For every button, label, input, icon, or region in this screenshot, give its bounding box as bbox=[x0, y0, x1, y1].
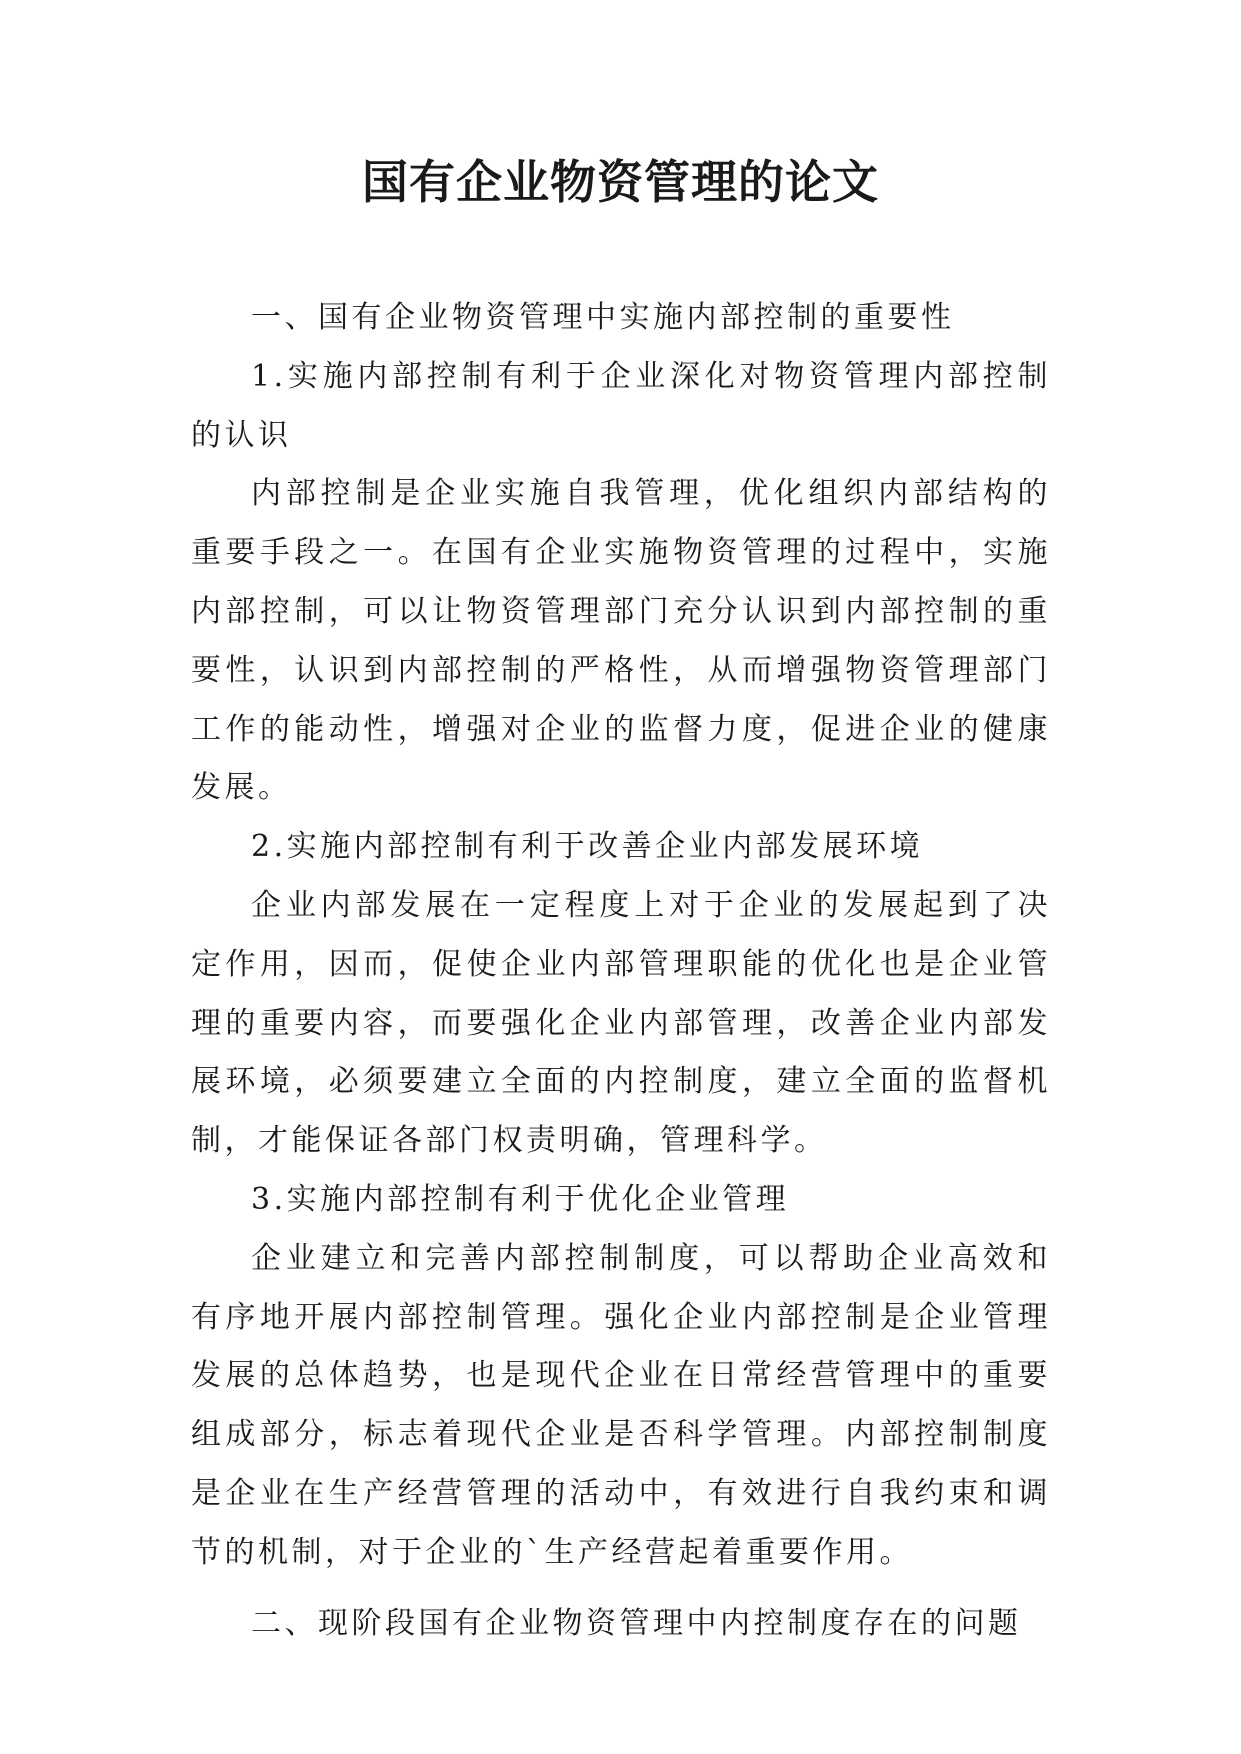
body-paragraph-1: 内部控制是企业实施自我管理，优化组织内部结构的重要手段之一。在国有企业实施物资管理的过程中，实施内部控制，可以让物资管理部门充分认识到内部控制的重要性，认识到内部控制的严格性，从而增强物资管理部门工作的能动性，增强对企业的监督力度，促进企业的健康发展。 bbox=[191, 476, 1051, 806]
subsection-heading-2: 2.实施内部控制有利于改善企业内部发展环境 bbox=[251, 829, 924, 865]
document-body bbox=[191, 289, 1051, 1653]
subsection-heading-1: 1.实施内部控制有利于企业深化对物资管理内部控制的认识 bbox=[191, 358, 1051, 453]
section-heading-2: 二、现阶段国有企业物资管理中内控制度存在的问题 bbox=[251, 1605, 1022, 1641]
section-heading-1: 一、国有企业物资管理中实施内部控制的重要性 bbox=[251, 300, 955, 335]
body-paragraph-3: 企业建立和完善内部控制制度，可以帮助企业高效和有序地开展内部控制管理。强化企业内部控制是企业管理发展的总体趋势，也是现代企业在日常经营管理中的重要组成部分，标志着现代企业是否科学管理。内部控制制度是企业在生产经营管理的活动中，有效进行自我约束和调节的机制，对于企业的`生产经营起着重要作用。 bbox=[191, 1240, 1051, 1570]
subsection-heading-3: 3.实施内部控制有利于优化企业管理 bbox=[251, 1181, 790, 1217]
body-paragraph-2: 企业内部发展在一定程度上对于企业的发展起到了决定作用，因而，促使企业内部管理职能的优化也是企业管理的重要内容，而要强化企业内部管理，改善企业内部发展环境，必须要建立全面的内控制度，建立全面的监督机制，才能保证各部门权责明确，管理科学。 bbox=[191, 887, 1051, 1159]
document-title: 国有企业物资管理的论文 bbox=[362, 155, 879, 209]
